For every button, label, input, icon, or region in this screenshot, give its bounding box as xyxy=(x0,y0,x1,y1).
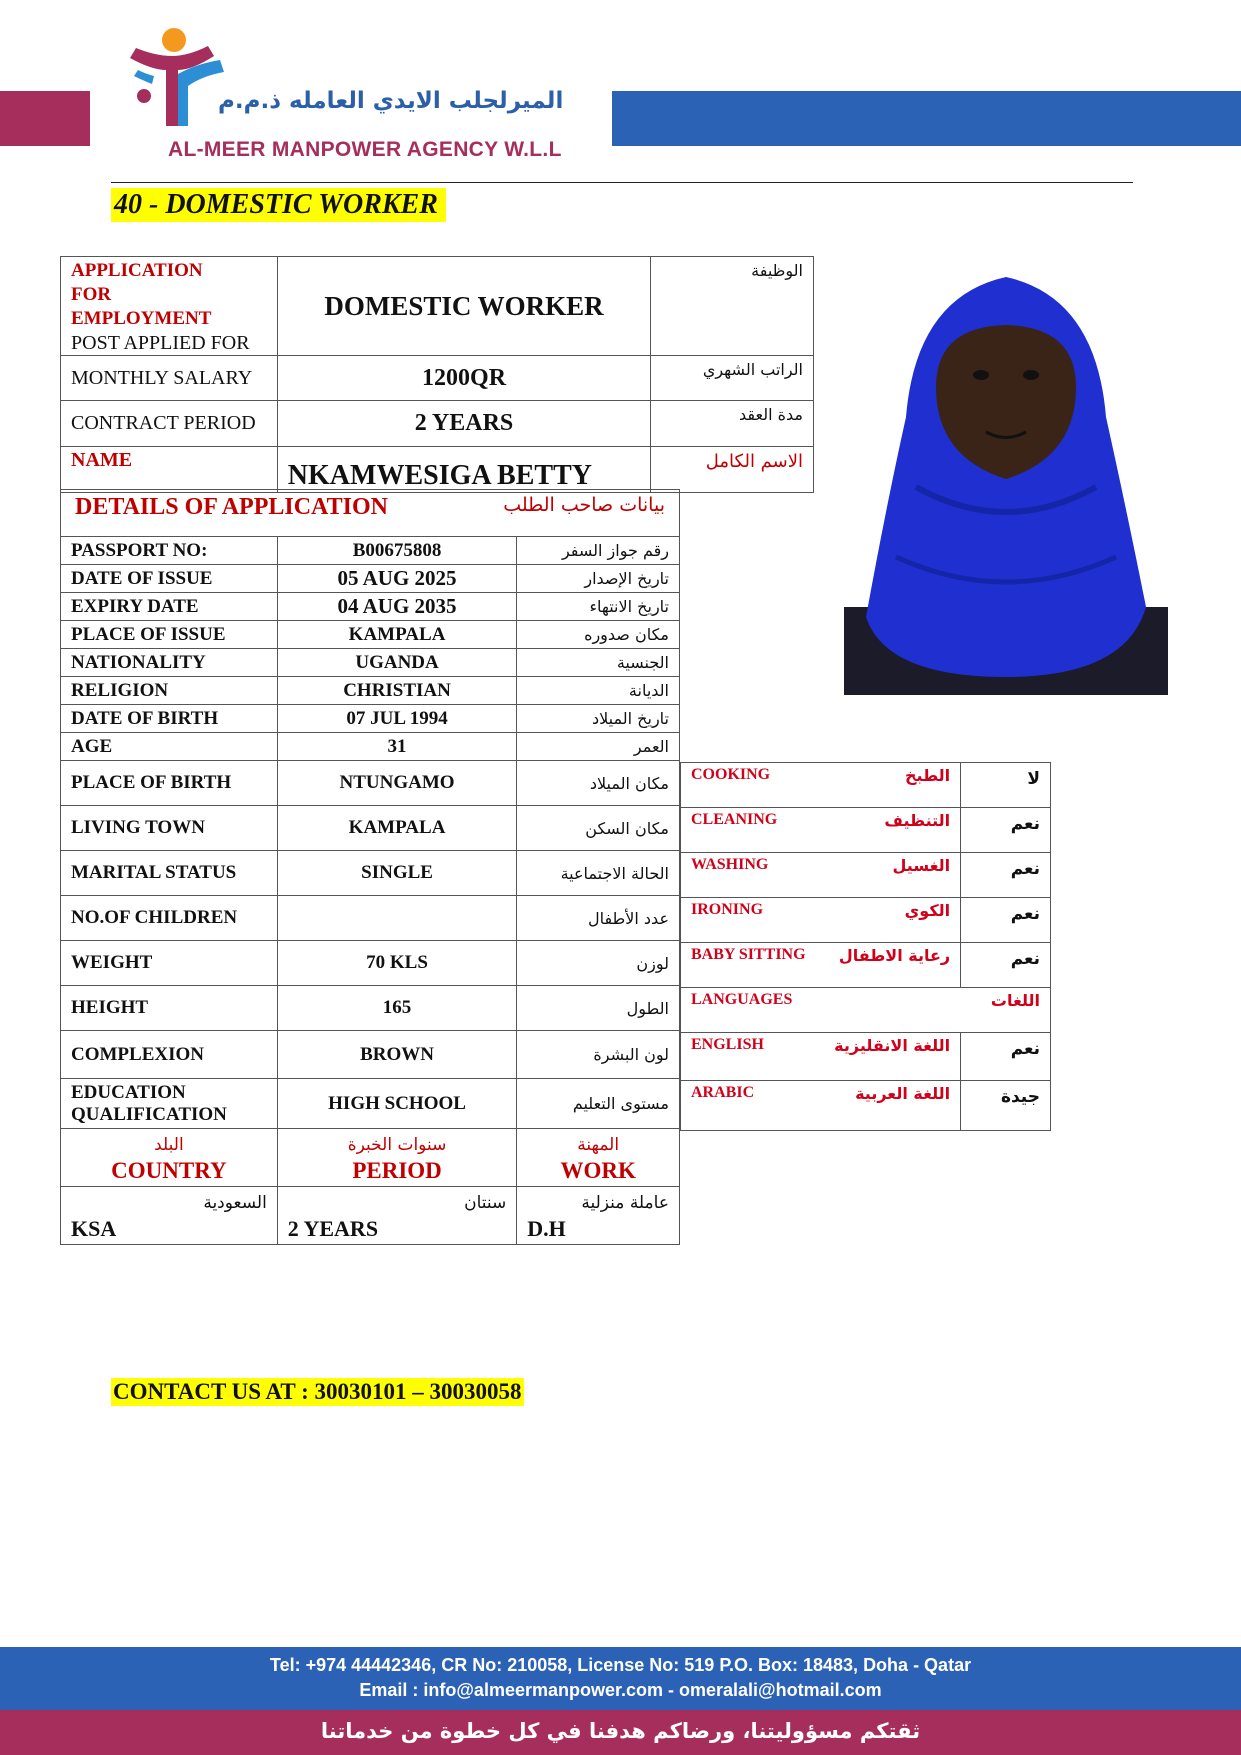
skill-label xyxy=(681,853,961,898)
skill-ar: اللغات xyxy=(990,991,1040,1010)
application-label-cell xyxy=(61,257,278,356)
detail-label: LIVING TOWN xyxy=(61,806,278,851)
skill-label xyxy=(681,1081,961,1131)
skill-ar: الطبخ xyxy=(905,766,951,785)
table-row xyxy=(61,705,680,733)
name-arabic-label: الاسم الكامل xyxy=(651,447,814,493)
detail-value xyxy=(277,896,517,941)
experience-country-cell xyxy=(61,1187,278,1245)
skill-ar: الكوي xyxy=(904,901,951,920)
table-row xyxy=(681,898,1051,943)
post-applied-label: POST APPLIED FOR xyxy=(71,332,250,354)
skill-answer: نعم xyxy=(961,853,1051,898)
detail-arabic-label: لوزن xyxy=(517,941,680,986)
contact-line: CONTACT US AT : 30030101 – 30030058 xyxy=(113,1379,522,1404)
experience-work-ar: المهنة xyxy=(577,1134,620,1155)
table-row xyxy=(61,257,814,356)
candidate-photo xyxy=(826,257,1186,695)
post-applied-value: DOMESTIC WORKER xyxy=(277,257,650,356)
experience-period-header xyxy=(277,1129,517,1187)
table-row xyxy=(61,733,680,761)
skill-en: ENGLISH xyxy=(691,1036,764,1053)
header-bar-right xyxy=(612,91,1241,146)
skill-en: WASHING xyxy=(691,856,769,873)
contract-arabic-label: مدة العقد xyxy=(651,401,814,447)
detail-label: EXPIRY DATE xyxy=(61,593,278,621)
name-value: NKAMWESIGA BETTY xyxy=(277,447,650,493)
detail-label: PASSPORT NO: xyxy=(61,537,278,565)
detail-value: 05 AUG 2025 xyxy=(277,565,517,593)
skill-en: CLEANING xyxy=(691,811,778,828)
skill-answer: نعم xyxy=(961,808,1051,853)
application-table xyxy=(60,256,814,493)
detail-arabic-label: تاريخ الإصدار xyxy=(517,565,680,593)
skill-ar: رعاية الاطفال xyxy=(838,946,951,965)
languages-label xyxy=(681,988,1051,1033)
experience-period-value: 2 YEARS xyxy=(287,1215,379,1241)
detail-arabic-label: مستوى التعليم xyxy=(517,1079,680,1129)
detail-value: HIGH SCHOOL xyxy=(277,1079,517,1129)
app-label-2: FOR xyxy=(71,284,112,305)
detail-value: NTUNGAMO xyxy=(277,761,517,806)
details-header-cell xyxy=(61,490,680,537)
detail-arabic-label: مكان الميلاد xyxy=(517,761,680,806)
app-label-3: EMPLOYMENT xyxy=(71,308,212,329)
table-row xyxy=(61,677,680,705)
detail-label: WEIGHT xyxy=(61,941,278,986)
header-bar-left xyxy=(0,91,90,146)
detail-arabic-label: تاريخ الانتهاء xyxy=(517,593,680,621)
table-row xyxy=(681,853,1051,898)
table-row xyxy=(61,1129,680,1187)
experience-country-value: KSA xyxy=(71,1215,117,1241)
details-header-table xyxy=(60,489,680,537)
experience-work-en: WORK xyxy=(560,1157,636,1183)
table-row xyxy=(61,1031,680,1079)
skill-label xyxy=(681,898,961,943)
table-row xyxy=(61,565,680,593)
table-row xyxy=(61,401,814,447)
skill-ar: اللغة الانقليزية xyxy=(834,1036,951,1055)
detail-label: DATE OF BIRTH xyxy=(61,705,278,733)
footer-slogan: ثقتكم مسؤوليتنا، ورضاكم هدفنا في كل خطوة من خدماتنا xyxy=(0,1710,1241,1755)
skill-en: ARABIC xyxy=(691,1084,755,1101)
detail-label: PLACE OF BIRTH xyxy=(61,761,278,806)
experience-country-ar: البلد xyxy=(154,1134,184,1155)
table-row xyxy=(61,896,680,941)
skill-ar: التنظيف xyxy=(884,811,951,830)
skill-label xyxy=(681,943,961,988)
table-row xyxy=(61,593,680,621)
logo-arabic-name: الميرلجلب الايدي العامله ذ.م.م xyxy=(218,88,564,114)
detail-arabic-label: الطول xyxy=(517,986,680,1031)
detail-arabic-label: الحالة الاجتماعية xyxy=(517,851,680,896)
table-row xyxy=(61,986,680,1031)
contract-value: 2 YEARS xyxy=(277,401,650,447)
detail-arabic-label: مكان السكن xyxy=(517,806,680,851)
detail-value: 70 KLS xyxy=(277,941,517,986)
experience-work-value: D.H xyxy=(527,1215,566,1241)
detail-value: KAMPALA xyxy=(277,621,517,649)
table-row xyxy=(681,808,1051,853)
table-row xyxy=(61,1187,680,1245)
table-row xyxy=(61,537,680,565)
detail-label: NATIONALITY xyxy=(61,649,278,677)
experience-country-en: COUNTRY xyxy=(111,1157,227,1183)
skill-en: LANGUAGES xyxy=(691,991,793,1008)
skills-table xyxy=(680,762,1051,1131)
table-row xyxy=(61,761,680,806)
experience-country-header xyxy=(61,1129,278,1187)
detail-arabic-label: لون البشرة xyxy=(517,1031,680,1079)
salary-label: MONTHLY SALARY xyxy=(61,356,278,401)
detail-label: RELIGION xyxy=(61,677,278,705)
experience-work-cell xyxy=(517,1187,680,1245)
table-row xyxy=(61,806,680,851)
post-arabic-label: الوظيفة xyxy=(651,257,814,356)
table-row xyxy=(61,447,814,493)
detail-arabic-label: مكان صدوره xyxy=(517,621,680,649)
detail-label: PLACE OF ISSUE xyxy=(61,621,278,649)
experience-period-en: PERIOD xyxy=(352,1157,442,1183)
header-divider xyxy=(111,182,1133,183)
detail-arabic-label: عدد الأطفال xyxy=(517,896,680,941)
table-row xyxy=(61,649,680,677)
detail-label: COMPLEXION xyxy=(61,1031,278,1079)
detail-value: BROWN xyxy=(277,1031,517,1079)
detail-label: HEIGHT xyxy=(61,986,278,1031)
skill-label xyxy=(681,763,961,808)
detail-arabic-label: رقم جواز السفر xyxy=(517,537,680,565)
details-arabic-title: بيانات صاحب الطلب xyxy=(503,494,665,516)
detail-label: NO.OF CHILDREN xyxy=(61,896,278,941)
detail-arabic-label: العمر xyxy=(517,733,680,761)
experience-work-header xyxy=(517,1129,680,1187)
contract-label: CONTRACT PERIOD xyxy=(61,401,278,447)
skill-label xyxy=(681,1033,961,1081)
skill-label xyxy=(681,808,961,853)
table-row xyxy=(681,763,1051,808)
experience-period-ar: سنوات الخبرة xyxy=(347,1134,447,1155)
skill-answer: نعم xyxy=(961,943,1051,988)
footer-contact-bar xyxy=(0,1647,1241,1710)
detail-arabic-label: تاريخ الميلاد xyxy=(517,705,680,733)
experience-work-ar-value: عاملة منزلية xyxy=(581,1192,669,1213)
table-row xyxy=(61,941,680,986)
detail-label: EDUCATION QUALIFICATION xyxy=(61,1079,278,1129)
salary-arabic-label: الراتب الشهري xyxy=(651,356,814,401)
skill-answer: جيدة xyxy=(961,1081,1051,1131)
details-table xyxy=(60,536,680,1245)
post-title: 40 - DOMESTIC WORKER xyxy=(111,188,446,222)
skill-en: BABY SITTING xyxy=(691,946,806,963)
table-row xyxy=(61,621,680,649)
detail-value: 31 xyxy=(277,733,517,761)
detail-value: 165 xyxy=(277,986,517,1031)
detail-value: SINGLE xyxy=(277,851,517,896)
table-row xyxy=(681,1033,1051,1081)
skill-answer: لا xyxy=(961,763,1051,808)
details-title: DETAILS OF APPLICATION xyxy=(75,494,388,520)
skill-en: IRONING xyxy=(691,901,764,918)
skill-en: COOKING xyxy=(691,766,771,783)
detail-value: B00675808 xyxy=(277,537,517,565)
experience-country-ar-value: السعودية xyxy=(203,1192,267,1213)
detail-value: 04 AUG 2035 xyxy=(277,593,517,621)
detail-label: AGE xyxy=(61,733,278,761)
detail-value: KAMPALA xyxy=(277,806,517,851)
skill-ar: الغسيل xyxy=(892,856,951,875)
table-row xyxy=(61,1079,680,1129)
table-row xyxy=(681,1081,1051,1131)
name-label: NAME xyxy=(61,447,278,493)
table-row xyxy=(61,490,680,537)
skill-answer: نعم xyxy=(961,1033,1051,1081)
app-label-1: APPLICATION xyxy=(71,260,203,281)
detail-value: CHRISTIAN xyxy=(277,677,517,705)
table-row xyxy=(61,356,814,401)
agency-logo-icon xyxy=(116,26,236,130)
detail-label: MARITAL STATUS xyxy=(61,851,278,896)
detail-value: 07 JUL 1994 xyxy=(277,705,517,733)
footer-line2: Email : info@almeermanpower.com - omeralali@hotmail.com xyxy=(359,1680,882,1700)
detail-arabic-label: الديانة xyxy=(517,677,680,705)
salary-value: 1200QR xyxy=(277,356,650,401)
table-row xyxy=(681,988,1051,1033)
skill-answer: نعم xyxy=(961,898,1051,943)
footer-line1: Tel: +974 44442346, CR No: 210058, License No: 519 P.O. Box: 18483, Doha - Qatar xyxy=(269,1655,972,1675)
logo-english-name: AL-MEER MANPOWER AGENCY W.L.L xyxy=(168,138,562,161)
experience-period-ar-value: سنتان xyxy=(464,1192,507,1213)
table-row xyxy=(61,851,680,896)
table-row xyxy=(681,943,1051,988)
detail-label: DATE OF ISSUE xyxy=(61,565,278,593)
experience-period-cell xyxy=(277,1187,517,1245)
detail-arabic-label: الجنسية xyxy=(517,649,680,677)
skill-ar: اللغة العربية xyxy=(855,1084,951,1103)
detail-value: UGANDA xyxy=(277,649,517,677)
